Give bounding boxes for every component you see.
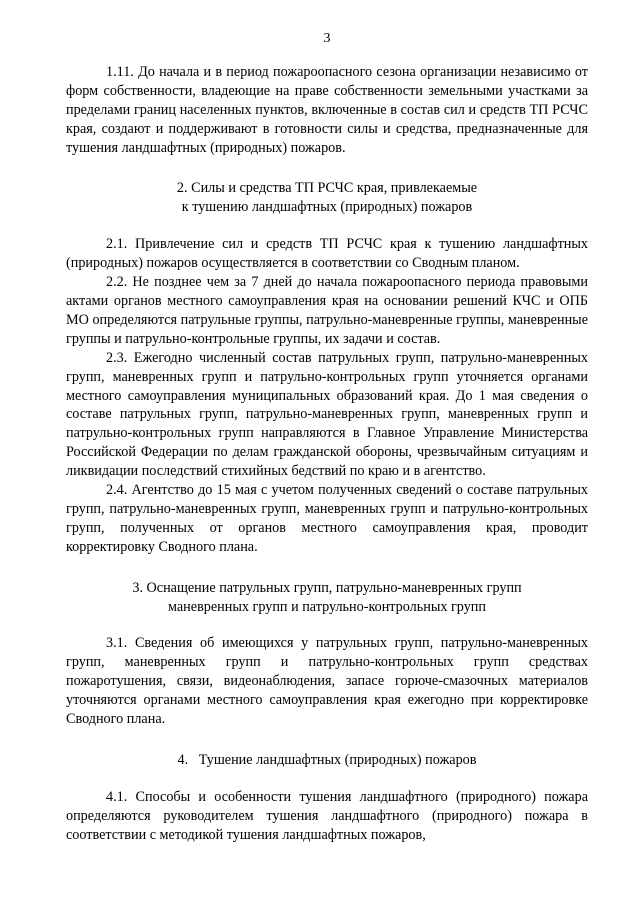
section-4-title-line-1: 4. Тушение ландшафтных (природных) пожаров bbox=[177, 752, 477, 768]
paragraph-2-4: 2.4. Агентство до 15 мая с учетом полученных сведений о составе патрульных групп, патрульно-маневренных групп, маневренных групп и патрульно-контрольных групп, полученных от органов местного самоуправления края, проводит корректировку Сводного плана. bbox=[66, 482, 588, 555]
paragraph-2-2: 2.2. Не позднее чем за 7 дней до начала пожароопасного периода правовыми актами органов местного самоуправления края на основании решений КЧС и ОПБ МО определяются патрульные группы, патрульно-маневренные группы, маневренные группы и патрульно-контрольные группы, их задачи и состав. bbox=[66, 274, 588, 347]
section-2-title bbox=[66, 179, 588, 217]
paragraph-2-1: 2.1. Привлечение сил и средств ТП РСЧС края к тушению ландшафтных (природных) пожаров осуществляется в соответствии со Сводным планом. bbox=[66, 236, 588, 272]
paragraph-4-1: 4.1. Способы и особенности тушения ландшафтного (природного) пожара определяются руководителем тушения ландшафтного (природного) пожара в соответствии с методикой тушения ландшафтных пожаров, bbox=[66, 788, 588, 843]
section-2-title-line-2: к тушению ландшафтных (природных) пожаров bbox=[181, 199, 473, 216]
section-3-title-line-2: маневренных групп и патрульно-контрольных групп bbox=[168, 598, 486, 615]
section-3-title-line-1: 3. Оснащение патрульных групп, патрульно-маневренных групп bbox=[132, 579, 522, 596]
paragraph-2-3: 2.3. Ежегодно численный состав патрульных групп, патрульно-маневренных групп, маневренных групп и патрульно-контрольных групп уточняется органами местного самоуправления муниципальных образований края. До 1 мая сведения о составе патрульных групп, патрульно-маневренных групп, маневренных групп и патрульно-контрольных групп направляются в Главное Управление Министерства Российской Федерации по делам гражданской обороны, чрезвычайным ситуациям и ликвидации последствий стихийных бедствий по краю и в агентство. bbox=[66, 349, 588, 480]
paragraph-1-11: 1.11. До начала и в период пожароопасного сезона организации независимо от форм собственности, владеющие на праве собственности земельными участками за пределами границ населенных пунктов, включенные в состав сил и средств ТП РСЧС края, создают и поддерживают в готовности силы и средства, предназначенные для тушения ландшафтных (природных) пожаров. bbox=[66, 63, 588, 156]
section-4-title bbox=[66, 751, 588, 770]
section-2-title-line-1: 2. Силы и средства ТП РСЧС края, привлекаемые bbox=[176, 180, 478, 197]
paragraph-3-1: 3.1. Сведения об имеющихся у патрульных групп, патрульно-маневренных групп, маневренных групп и патрульно-контрольных групп средствах пожаротушения, связи, видеонаблюдения, запасе горюче-смазочных материалов уточняются органами местного самоуправления края ежегодно при корректировке Сводного плана. bbox=[66, 635, 588, 728]
page-number: 3 bbox=[323, 31, 331, 46]
section-3-title bbox=[66, 579, 588, 617]
